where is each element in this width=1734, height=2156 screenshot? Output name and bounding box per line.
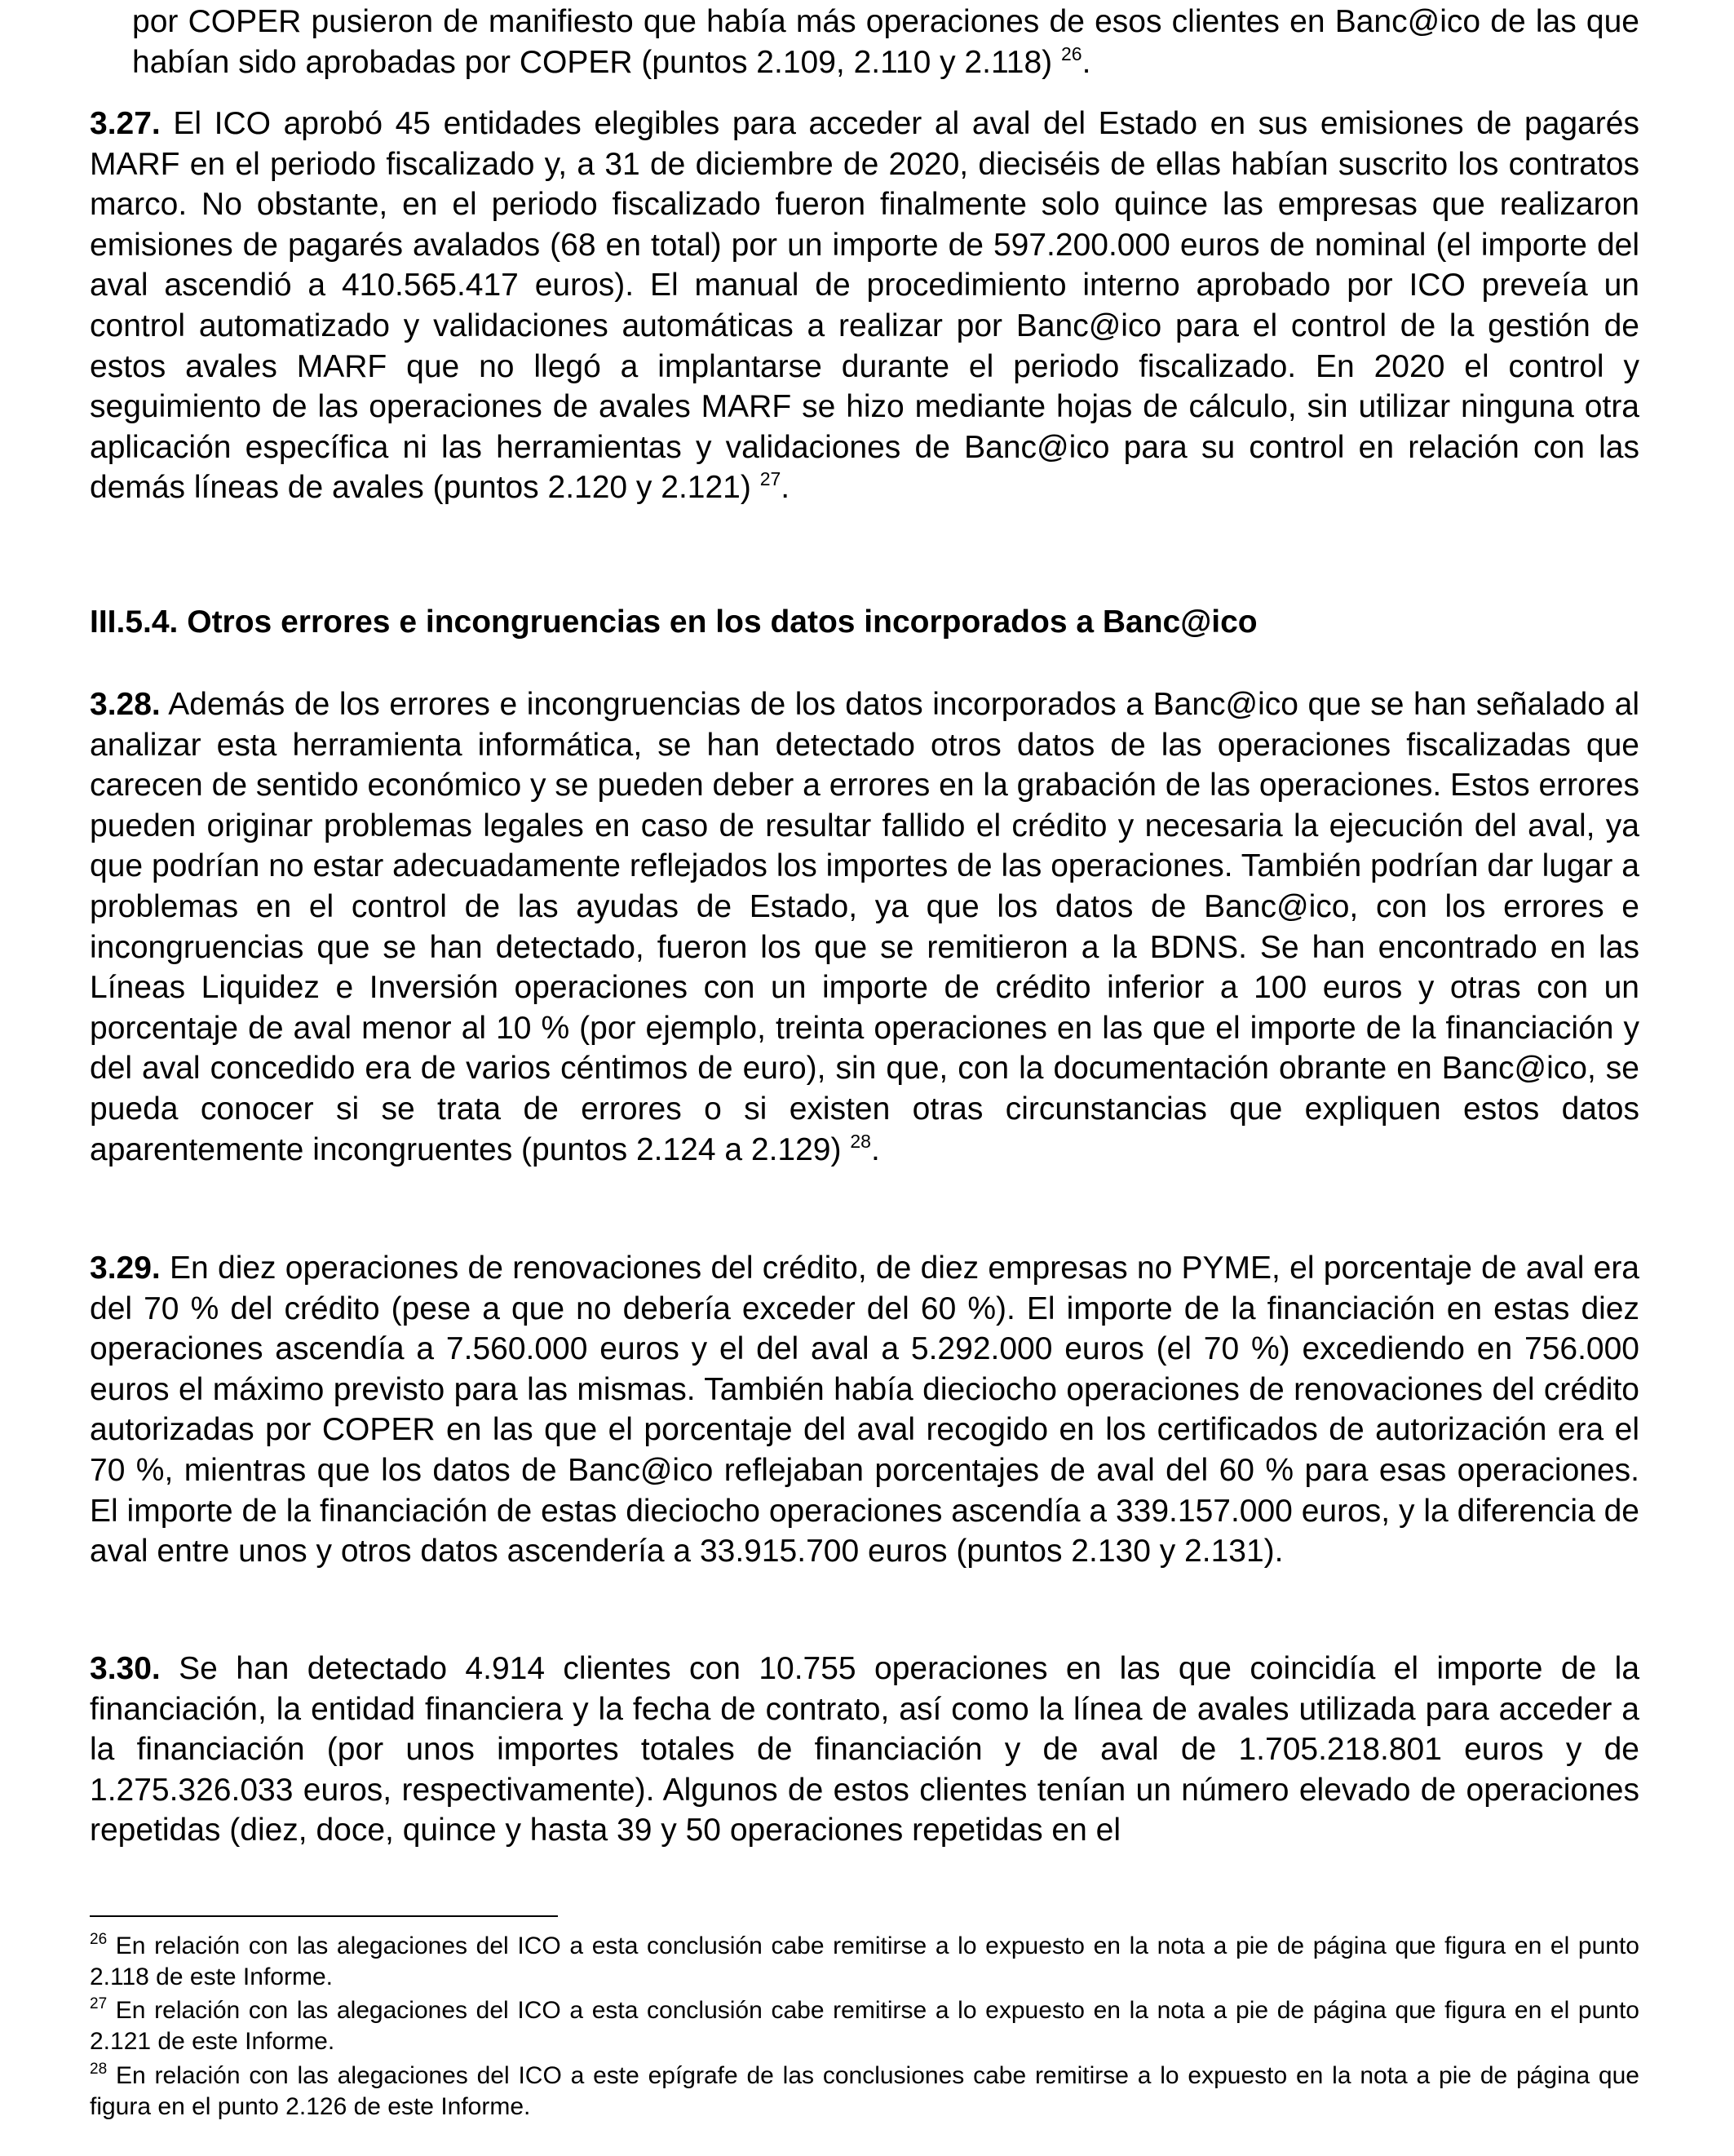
footnote-ref-26[interactable]: 26 [1060, 42, 1082, 64]
paragraph-3-30: 3.30. Se han detectado 4.914 clientes con 10.755 operaciones en las que coincidía el importe de la financiación, la entidad financiera y la fecha de contrato, así como la línea de avales utilizada para acceder a la financiación (por unos importes totales de financiación y de aval de 1.705.218.801 euros y de 1.275.326.033 euros, respectivamente). Algunos de estos clientes tenían un número elevado de operaciones repetidas (diez, doce, quince y hasta 39 y 50 operaciones repetidas en el [90, 1651, 1640, 1848]
footnote-27: $^{27}$ En relación con las alegaciones del ICO a esta conclusión cabe remitirse a lo expuesto en la nota a pie de página que figura en el punto 2.121 de este Informe. [90, 1995, 1639, 2055]
continuation-paragraph: por COPER pusieron de manifiesto que había más operaciones de esos clientes en Banc@ico de las que habían sido aprobadas por COPER (puntos 2.109, 2.110 y 2.118) $^{26}$. [132, 4, 1639, 80]
footnote-number: 27 [90, 1995, 108, 2012]
footnote-ref-28[interactable]: 28 [850, 1130, 871, 1152]
paragraph-number: 3.29. [90, 1251, 161, 1286]
paragraph-number: 3.30. [90, 1651, 161, 1686]
section-heading: III.5.4. Otros errores e incongruencias en los datos incorporados a Banc@ico [90, 604, 1258, 640]
footnote-separator [90, 1915, 558, 1917]
footnote-28: $^{28}$ En relación con las alegaciones del ICO a este epígrafe de las conclusiones cabe remitirse a lo expuesto en la nota a pie de página que figura en el punto 2.126 de este Informe. [90, 2061, 1639, 2120]
footnote-number: 26 [90, 1931, 108, 1948]
footnote-number: 28 [90, 2061, 108, 2078]
paragraph-3-28: 3.28. Además de los errores e incongruencias de los datos incorporados a Banc@ico que se han señalado al analizar esta herramienta informática, se han detectado otros datos de las operaciones fiscalizadas que carecen de sentido económico y se pueden deber a errores en la grabación de las operaciones. Estos errores pueden originar problemas legales en caso de resultar fallido el crédito y necesaria la ejecución del aval, ya que podrían no estar adecuadamente reflejados los importes de las operaciones. También podrían dar lugar a problemas en el control de las ayudas de Estado, ya que los datos de Banc@ico, con los errores e incongruencias que se han detectado, fueron los que se remitieron a la BDNS. Se han encontrado en las Líneas Liquidez e Inversión operaciones con un importe de crédito inferior a 100 euros y otras con un porcentaje de aval menor al 10 % (por ejemplo, treinta operaciones en las que el importe de la financiación y del aval concedido era de varios céntimos de euro), sin que, con la documentación obrante en Banc@ico, se pueda conocer si se trata de errores o si existen otras circunstancias que expliquen estos datos aparentemente incongruentes (puntos 2.124 a 2.129) $^{28}$. [90, 687, 1639, 1167]
footnote-ref-27[interactable]: 27 [759, 468, 781, 490]
footnote-26: $^{26}$ En relación con las alegaciones del ICO a esta conclusión cabe remitirse a lo expuesto en la nota a pie de página que figura en el punto 2.118 de este Informe. [90, 1931, 1639, 1990]
paragraph-number: 3.27. [90, 106, 161, 141]
paragraph-3-29: 3.29. En diez operaciones de renovaciones del crédito, de diez empresas no PYME, el porcentaje de aval era del 70 % del crédito (pese a que no debería exceder del 60 %). El importe de la financiación en estas diez operaciones ascendía a 7.560.000 euros y el del aval a 5.292.000 euros (el 70 %) excediendo en 756.000 euros el máximo previsto para las mismas. También había dieciocho operaciones de renovaciones del crédito autorizadas por COPER en las que el porcentaje del aval recogido en los certificados de autorización era el 70 %, mientras que los datos de Banc@ico reflejaban porcentajes de aval del 60 % para esas operaciones. El importe de la financiación de estas dieciocho operaciones ascendía a 339.157.000 euros, y la diferencia de aval entre unos y otros datos ascendería a 33.915.700 euros (puntos 2.130 y 2.131). [90, 1251, 1639, 1569]
paragraph-number: 3.28. [90, 687, 161, 722]
paragraph-3-27: 3.27. El ICO aprobó 45 entidades elegibles para acceder al aval del Estado en sus emisiones de pagarés MARF en el periodo fiscalizado y, a 31 de diciembre de 2020, dieciséis de ellas habían suscrito los contratos marco. No obstante, en el periodo fiscalizado fueron finalmente solo quince las empresas que realizaron emisiones de pagarés avalados (68 en total) por un importe de 597.200.000 euros de nominal (el importe del aval ascendió a 410.565.417 euros). El manual de procedimiento interno aprobado por ICO preveía un control automatizado y validaciones automáticas a realizar por Banc@ico para el control de la gestión de estos avales MARF que no llegó a implantarse durante el periodo fiscalizado. En 2020 el control y seguimiento de las operaciones de avales MARF se hizo mediante hojas de cálculo, sin utilizar ninguna otra aplicación específica ni las herramientas y validaciones de Banc@ico para su control en relación con las demás líneas de avales (puntos 2.120 y 2.121) $^{27}$. [90, 106, 1639, 506]
document-page [90, 0, 1639, 2156]
